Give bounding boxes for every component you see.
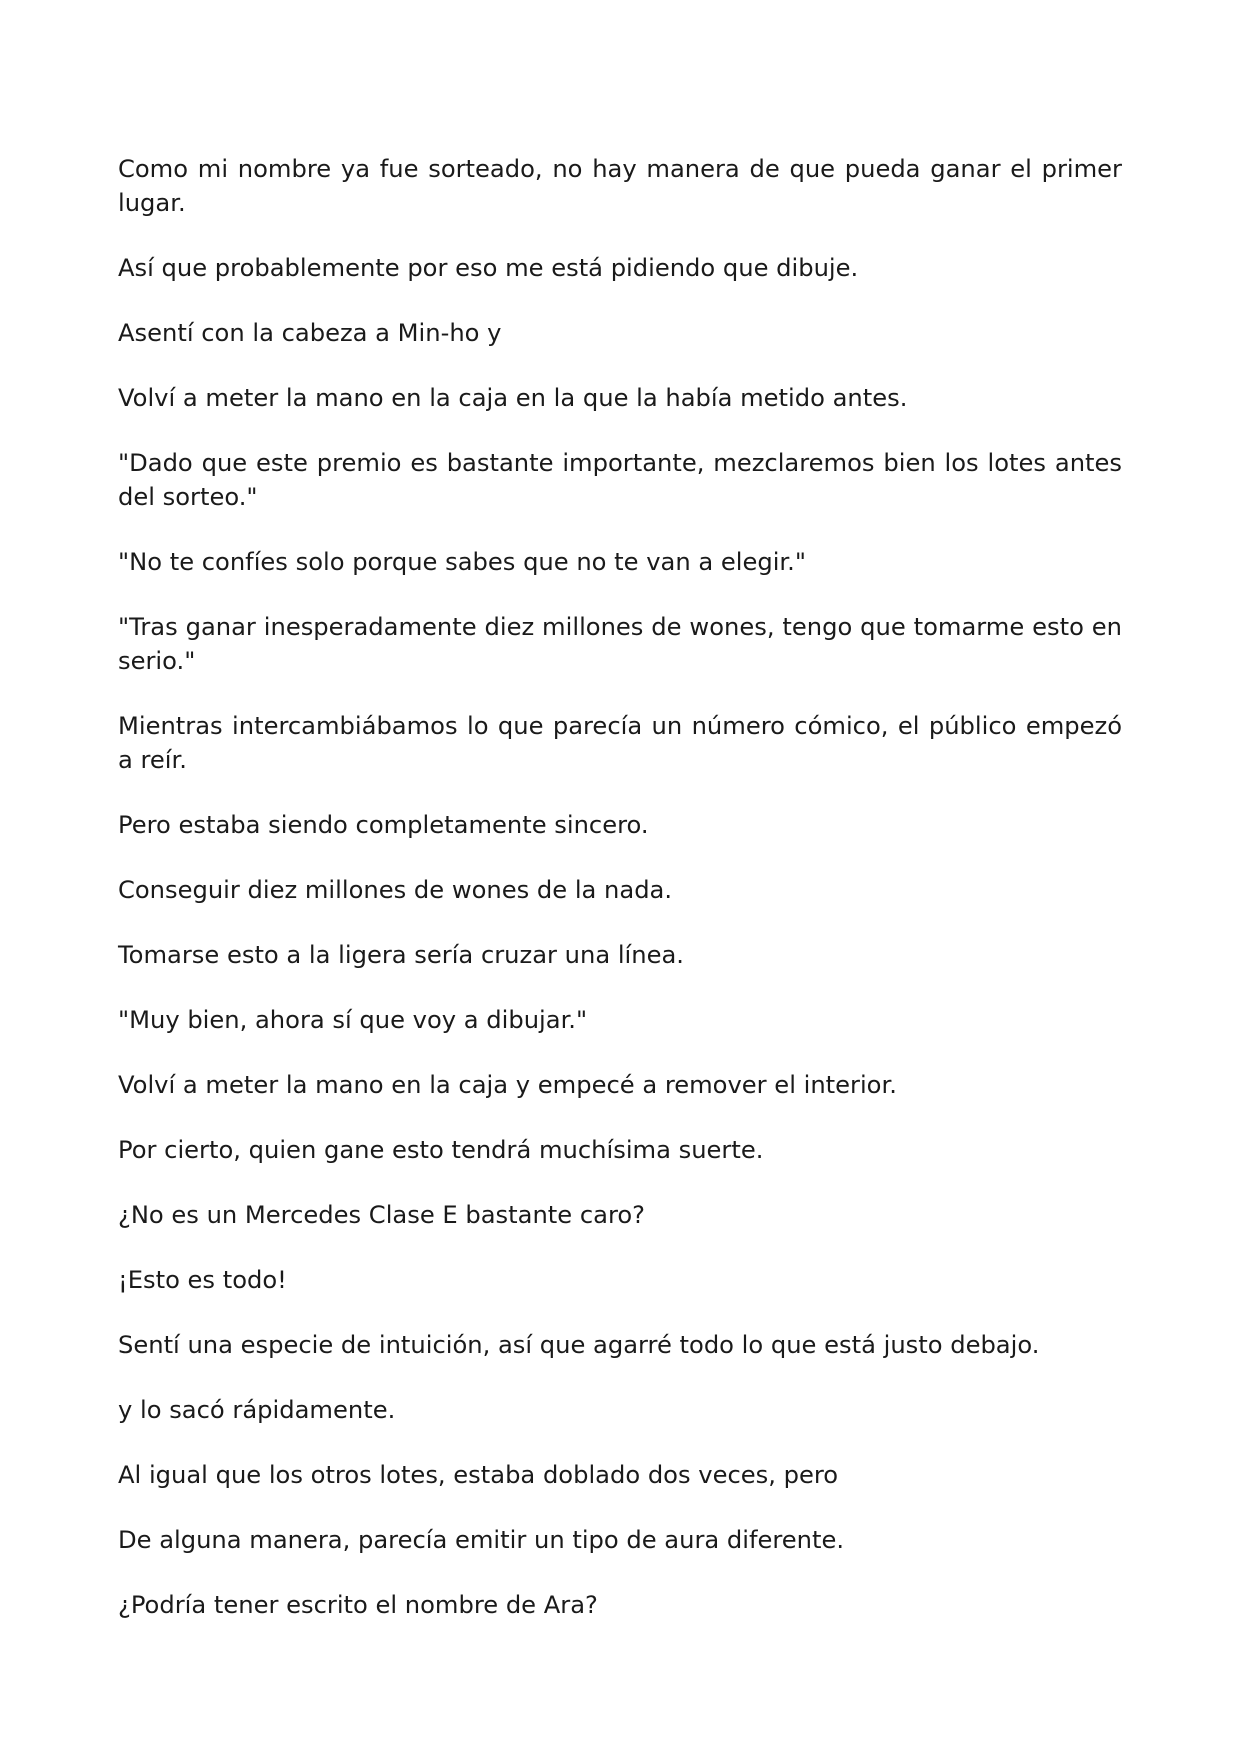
paragraph: ¿No es un Mercedes Clase E bastante caro?: [118, 1201, 646, 1229]
paragraph: "No te confíes solo porque sabes que no te van a elegir.": [118, 548, 806, 576]
paragraph: ¿Podría tener escrito el nombre de Ara?: [118, 1591, 598, 1619]
document-body: [118, 152, 1122, 1653]
paragraph: "Dado que este premio es bastante importante, mezclaremos bien los lotes antes del sorteo.": [118, 449, 1122, 511]
paragraph: Así que probablemente por eso me está pidiendo que dibuje.: [118, 254, 859, 282]
paragraph: Pero estaba siendo completamente sincero.: [118, 811, 649, 839]
paragraph: Como mi nombre ya fue sorteado, no hay manera de que pueda ganar el primer lugar.: [118, 155, 1122, 217]
paragraph: "Muy bien, ahora sí que voy a dibujar.": [118, 1006, 588, 1034]
paragraph: De alguna manera, parecía emitir un tipo de aura diferente.: [118, 1526, 845, 1554]
paragraph: "Tras ganar inesperadamente diez millones de wones, tengo que tomarme esto en serio.": [118, 613, 1122, 675]
paragraph: Sentí una especie de intuición, así que agarré todo lo que está justo debajo.: [118, 1331, 1040, 1359]
paragraph: Asentí con la cabeza a Min-ho y: [118, 319, 502, 347]
paragraph: Volví a meter la mano en la caja en la que la había metido antes.: [118, 384, 908, 412]
paragraph: Volví a meter la mano en la caja y empecé a remover el interior.: [118, 1071, 897, 1099]
paragraph: Al igual que los otros lotes, estaba doblado dos veces, pero: [118, 1461, 839, 1489]
paragraph: Mientras intercambiábamos lo que parecía un número cómico, el público empezó a reír.: [118, 712, 1122, 774]
paragraph: y lo sacó rápidamente.: [118, 1396, 396, 1424]
paragraph: Por cierto, quien gane esto tendrá muchísima suerte.: [118, 1136, 764, 1164]
paragraph: Conseguir diez millones de wones de la nada.: [118, 876, 673, 904]
paragraph: Tomarse esto a la ligera sería cruzar una línea.: [118, 941, 684, 969]
paragraph: ¡Esto es todo!: [118, 1266, 287, 1294]
